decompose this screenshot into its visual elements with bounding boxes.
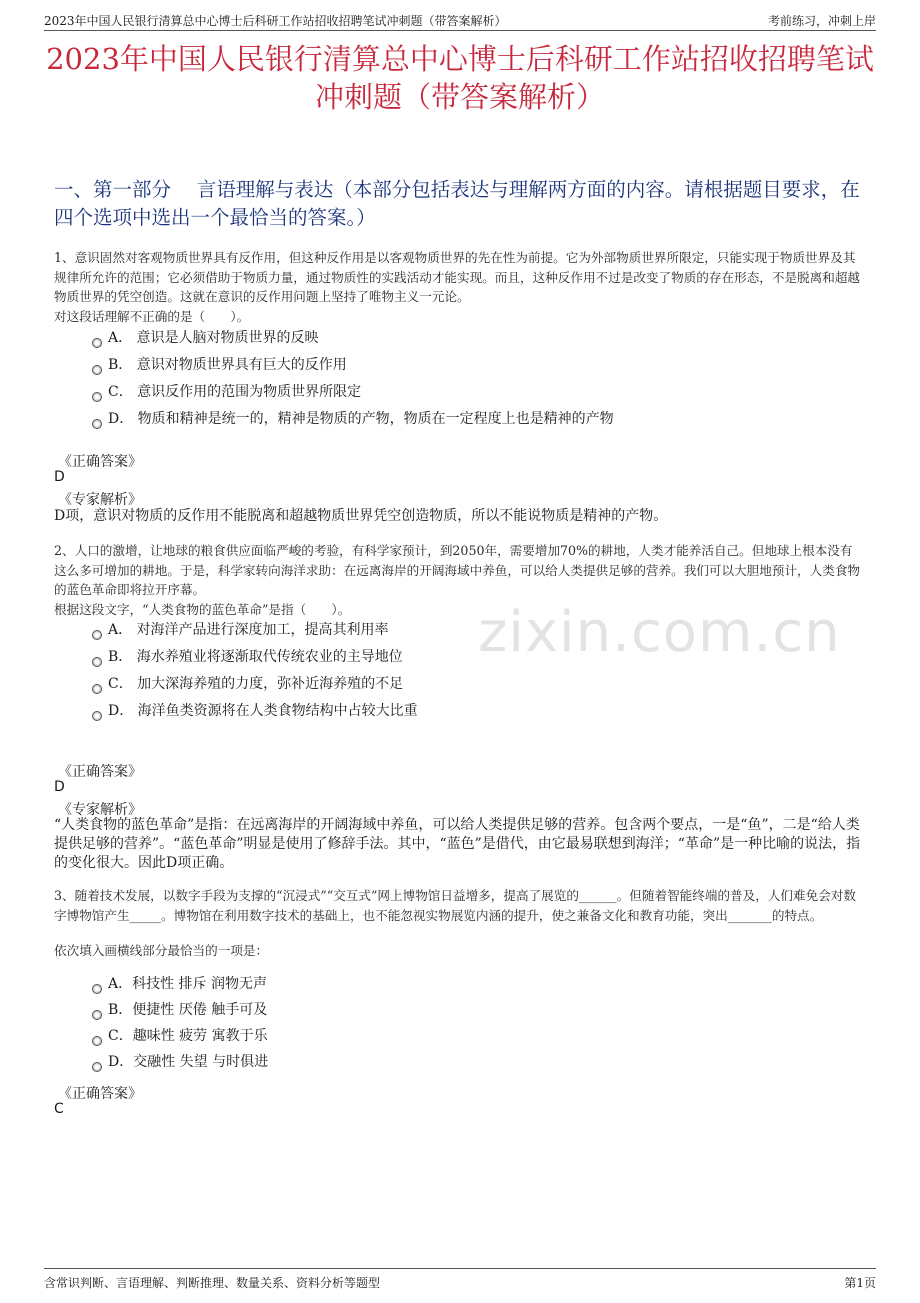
question-1-analysis: D项，意识对物质的反作用不能脱离和超越物质世界凭空创造物质，所以不能说物质是精神的产物。 (54, 508, 668, 524)
radio-icon[interactable] (92, 711, 102, 721)
question-3-option-b[interactable]: B．便捷性 厌倦 触手可及 (92, 1001, 267, 1020)
question-1-answer-label: 《正确答案》 (58, 454, 142, 470)
question-1-option-b[interactable]: B． 意识对物质世界具有巨大的反作用 (92, 356, 347, 375)
footer-note: 含常识判断、言语理解、判断推理、数量关系、资料分析等题型 (44, 1276, 381, 1290)
question-2-analysis-label: 《专家解析》 (58, 802, 142, 818)
radio-icon[interactable] (92, 1010, 102, 1020)
radio-icon[interactable] (92, 419, 102, 429)
question-3-option-d[interactable]: D．交融性 失望 与时俱进 (92, 1053, 268, 1072)
question-1-stem: 1、意识固然对客观物质世界具有反作用，但这种反作用是以客观物质世界的先在性为前提。它为外部物质世界所限定，只能实现于物质世界及其规律所允许的范围；它必须借助于物质力量，通过物质性的实践活动才能实现。而且，这种反作用不过是改变了物质的存在形态，不是脱离和超越物质世界的凭空创造。这就在意识的反作用问题上坚持了唯物主义一元论。 (54, 250, 860, 305)
question-3-answer: C (54, 1101, 64, 1117)
question-1-answer: D (54, 469, 65, 485)
radio-icon[interactable] (92, 1062, 102, 1072)
question-2-answer: D (54, 779, 65, 795)
question-2-stem: 2、人口的激增，让地球的粮食供应面临严峻的考验，有科学家预计，到2050年，需要增加70%的耕地，人类才能养活自己。但地球上根本没有这么多可增加的耕地。于是，科学家转向海洋求助：在远离海岸的开阔海域中养鱼，可以给人类提供足够的营养。我们可以大胆地预计，人类食物的蓝色革命即将拉开序幕。 (54, 543, 860, 598)
question-2-option-d[interactable]: D． 海洋鱼类资源将在人类食物结构中占较大比重 (92, 702, 418, 721)
header-title: 2023年中国人民银行清算总中心博士后科研工作站招收招聘笔试冲刺题（带答案解析） (44, 14, 507, 28)
question-2-answer-label: 《正确答案》 (58, 764, 142, 780)
question-1-analysis-label: 《专家解析》 (58, 492, 142, 508)
radio-icon[interactable] (92, 1036, 102, 1046)
page-header (44, 0, 876, 31)
watermark: zixin.com.cn (478, 600, 841, 665)
question-3-option-c[interactable]: C．趣味性 疲劳 寓教于乐 (92, 1027, 268, 1046)
radio-icon[interactable] (92, 984, 102, 994)
question-3-prompt: 依次填入画横线部分最恰当的一项是： (54, 943, 269, 958)
question-1-option-a[interactable]: A． 意识是人脑对物质世界的反映 (92, 329, 319, 348)
question-1-option-d[interactable]: D． 物质和精神是统一的，精神是物质的产物，物质在一定程度上也是精神的产物 (92, 410, 614, 429)
page-number: 第1页 (844, 1276, 876, 1290)
question-2-prompt: 根据这段文字，“人类食物的蓝色革命”是指（ ）。 (54, 602, 351, 617)
section-heading: 一、第一部分 言语理解与表达（本部分包括表达与理解两方面的内容。请根据题目要求，在四个选项中选出一个最恰当的答案。） (54, 178, 860, 229)
question-3-option-a[interactable]: A．科技性 排斥 润物无声 (92, 975, 267, 994)
radio-icon[interactable] (92, 684, 102, 694)
question-2-option-b[interactable]: B． 海水养殖业将逐渐取代传统农业的主导地位 (92, 648, 403, 667)
question-2-option-a[interactable]: A． 对海洋产品进行深度加工，提高其利用率 (92, 621, 389, 640)
header-slogan: 考前练习，冲刺上岸 (767, 14, 876, 28)
radio-icon[interactable] (92, 365, 102, 375)
document-title: 2023年中国人民银行清算总中心博士后科研工作站招收招聘笔试冲刺题（带答案解析） (46, 42, 874, 114)
question-1-prompt: 对这段话理解不正确的是（ ）。 (54, 309, 250, 324)
question-2-option-c[interactable]: C． 加大深海养殖的力度，弥补近海养殖的不足 (92, 675, 403, 694)
radio-icon[interactable] (92, 657, 102, 667)
radio-icon[interactable] (92, 392, 102, 402)
question-1-option-c[interactable]: C． 意识反作用的范围为物质世界所限定 (92, 383, 361, 402)
question-3-stem: 3、随着技术发展，以数字手段为支撑的“沉浸式”“交互式”网上博物馆日益增多，提高了展览的______。但随着智能终端的普及，人们难免会对数字博物馆产生_____。博物馆在利用数字技术的基础上，也不能忽视实物展览内涵的提升，使之兼备文化和教育功能，突出_______的特点。 (54, 888, 856, 923)
question-3-answer-label: 《正确答案》 (58, 1086, 142, 1102)
question-2-analysis: “人类食物的蓝色革命”是指：在远离海岸的开阔海域中养鱼，可以给人类提供足够的营养。包含两个要点，一是“鱼”，二是“给人类提供足够的营养”。“蓝色革命”明显是使用了修辞手法。其中，“蓝色”是借代，由它最易联想到海洋；“革命”是一种比喻的说法，指的变化很大。因此D项正确。 (54, 817, 861, 871)
radio-icon[interactable] (92, 338, 102, 348)
radio-icon[interactable] (92, 630, 102, 640)
page-footer (44, 1268, 876, 1303)
